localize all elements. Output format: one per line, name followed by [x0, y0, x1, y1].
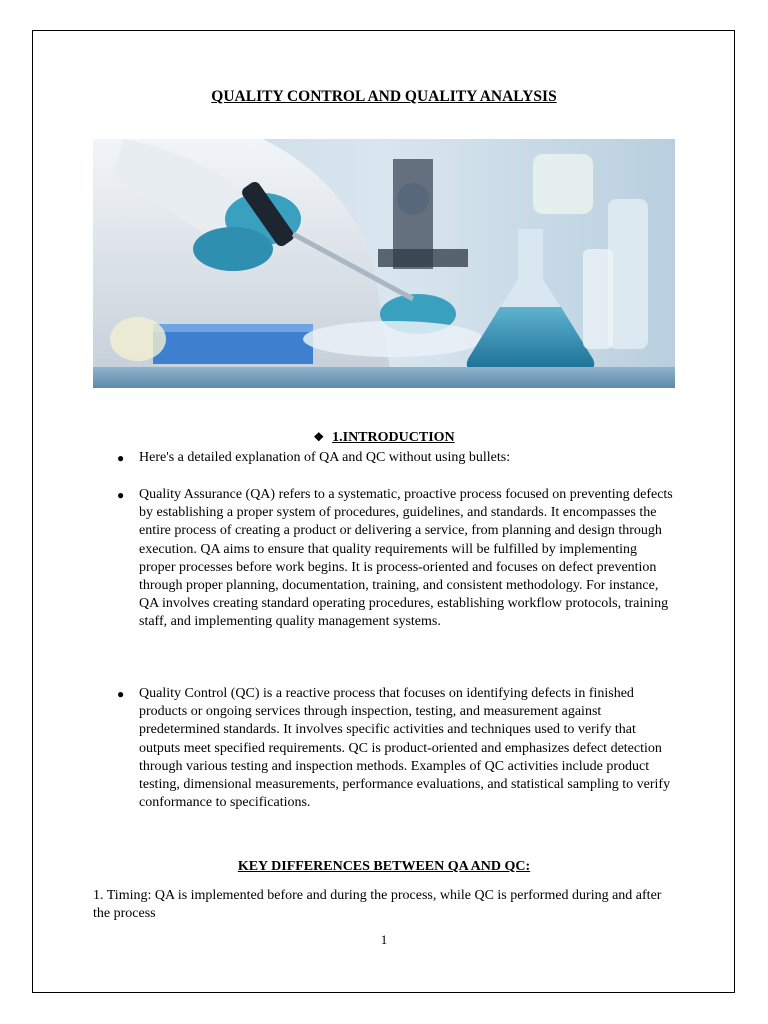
document-title: QUALITY CONTROL AND QUALITY ANALYSIS	[211, 88, 557, 105]
list-item	[117, 486, 674, 632]
difference-point: 1. Timing: QA is implemented before and during the process, while QC is performed during and after the process	[93, 888, 662, 921]
list-item	[117, 449, 674, 467]
bullet-icon: ●	[117, 687, 125, 701]
laboratory-photo	[93, 139, 675, 388]
key-differences-heading: KEY DIFFERENCES BETWEEN QA AND QC:	[237, 859, 531, 874]
diamond-bullet-icon: ❖	[313, 430, 325, 444]
bullet-icon: ●	[117, 488, 125, 502]
list-item	[117, 685, 674, 812]
list-item-text: Here's a detailed explanation of QA and QC without using bullets:	[139, 450, 511, 465]
introduction-heading-text: 1.INTRODUCTION	[332, 430, 455, 445]
page-number: 1	[380, 932, 388, 947]
bullet-icon: ●	[117, 451, 125, 465]
list-item-text: Quality Assurance (QA) refers to a systematic, proactive process focused on preventing defects by establishing a proper system of procedures, guidelines, and standards. It encompasses the entire process of creating a product or delivering a service, from planning and design through execution. QA aims to ensure that quality requirements will be fulfilled by implementing proper processes before work begins. It is process-oriented and focuses on defect prevention through proper planning, documentation, training, and consistent methodology. For instance, QA involves creating standard operating procedures, establishing workflow protocols, training staff, and implementing quality management systems.	[139, 487, 673, 630]
list-item-text: Quality Control (QC) is a reactive process that focuses on identifying defects in finished products or ongoing services through inspection, testing, and measurement against predetermined standards. It involves specific activities and techniques used to verify that outputs meet specified requirements. QC is product-oriented and emphasizes defect detection through various testing and inspection methods. Examples of QC activities include product testing, dimensional measurements, performance evaluations, and statistical sampling to verify conformance to specifications.	[139, 686, 671, 811]
introduction-heading	[0, 430, 768, 446]
